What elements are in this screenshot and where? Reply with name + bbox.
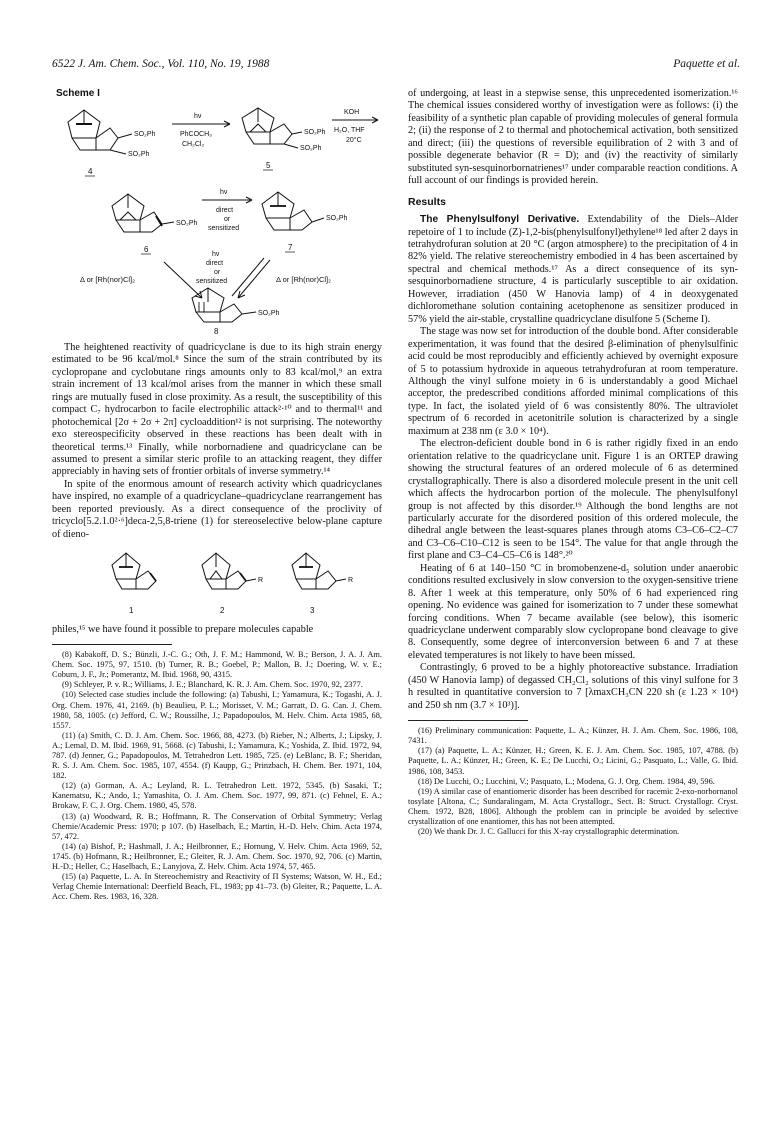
condition-text: KOH <box>344 109 360 117</box>
running-header <box>52 58 740 74</box>
footnote: (18) De Lucchi, O.; Lucchini, V.; Pasquato, L.; Modena, G. J. Org. Chem. 1984, 49, 596. <box>418 776 715 786</box>
condition-text: CH₂Cl₂ <box>182 141 205 149</box>
condition-text: PhCOCH₃ <box>180 131 213 139</box>
condition-text: 20°C <box>346 137 362 145</box>
paragraph: The stage was now set for introduction of the double bond. After considerable experimentation, it was found that the desired β-elimination of phenylsulfinic acid could be most reproducibly and efficiently achieved by overnight exposure of 5 to potassium hydroxide in aqueous tetrahydrofuran at room temperature. Although the vinyl sulfone moiety in 6 is understandably a good Michael acceptor, the predescribed conditions afforded minimal complications of this type. In fact, the isolated yield of 6 was consistently 80%. The ultraviolet spectrum of 6 recorded in acetonitrile solution is characterized by a single maximum at 238 nm (ε 3.0 × 10⁴). <box>408 326 738 437</box>
compound-4-structure <box>68 110 132 154</box>
scheme-diagram <box>52 102 382 337</box>
condition-text: direct <box>206 260 224 268</box>
hv-label: hν <box>194 113 202 121</box>
compound-6-structure <box>112 194 174 232</box>
compound-number-3: 3 <box>310 606 315 616</box>
condition-text: direct <box>216 207 234 215</box>
hv-label: hν <box>220 189 228 197</box>
compound-5-structure <box>242 108 302 148</box>
footnote: (8) Kabakoff, D. S.; Bünzli, J.-C. G.; Oth, J. F. M.; Hammond, W. B.; Berson, J. A. J. Am. Chem. Soc. 1975, 97, 1510. (b) Turner, R. B.; Goebel, P.; Mallon, B. J.; Doering, W. v. E.; Coburn, J. F., Jr.; Pomerantz, M. Ibid. 1968, 90, 4315. <box>52 650 382 680</box>
paragraph: The electron-deficient double bond in 6 is rather rigidly fixed in an endo orientation relative to the quadricyclane unit. Figure 1 is an ORTEP drawing showing the structural features of an ordered molecule of 6 as determined crystallographically. There is also a disordered molecule present in the unit cell which affects the hydrocarbon portion of the molecule. The phenylsulfonyl group is not affected by this disorder.¹⁹ Although the bond lengths are not particularly accurate for the disordered position of this ordered molecule, the dihedral angle between the least-squares planes through atoms C3–C6–C2–C7 and C3–C6–C10–C12 is seen to be 154°. The value for that angle through the first plane and C3–C4–C5–C6 is 148°.²⁰ <box>408 438 738 562</box>
footnote: (11) (a) Smith, C. D. J. Am. Chem. Soc. 1966, 88, 4273. (b) Rieber, N.; Alberts, J.; Lipsky, J. A.; Lemal, D. M. Ibid. 1969, 91, 5668. (c) Tabushi, I.; Yamamura, K.; Yoshida, Z. Ibid. 1972, 94, 787. (d) Jenner, G.; Papadopoulos, M. Tetrahedron Lett. 1985, 725. (e) LeBlanc, B. F.; Sheridan, R. S. J. Am. Chem. Soc. 1985, 107, 4554. (f) Kaupp, G.; Prinzbach, H. Chem. Ber. 1971, 104, 182. <box>52 730 382 781</box>
footnotes <box>52 650 382 902</box>
condition-text: sensitized <box>208 225 240 233</box>
paragraph: Contrastingly, 6 proved to be a highly photoreactive substance. Irradiation (450 W Hanovia lamp) of degassed CH₂Cl₂ solutions of this vinyl sulfone for 3 h resulted in quantitative conversion to 7 [λmaxCH₃CN 220 sh (ε 1.23 × 10⁴) and 250 sh nm (3.7 × 10³)]. <box>408 662 738 711</box>
footnote: (13) (a) Woodward, R. B.; Hoffmann, R. The Conservation of Orbital Symmetry; Verlag Chemie/Academic Press: 1970; p 107. (b) Haselbach, E.; Martin, H.-D. Helv. Chim. Acta 1974, 57, 472. <box>52 811 382 841</box>
compound-number-4: 4 <box>88 167 93 177</box>
so2ph-label: SO₂Ph <box>134 131 156 139</box>
paragraph: The heightened reactivity of quadricyclane is due to its high strain energy estimated to be 96 kcal/mol.⁸ Since the sum of the strain contributed by its cyclopropane and cyclobutane rings amounts only to 83 kcal/mol,⁹ an extra strain increment of 13 kcal/mol arises from the manner in which these small rings are mutually fused in close proximity. As a result, the susceptibility of this compact C₇ hydrocarbon to facile electrophilic attack²·¹⁰ and to thermal¹¹ and photochemical [2σ + 2σ + 2π] cycloaddition¹² is not surprising. The noteworthy exo stereospecificity observed in these reactions has been dealt with in theoretical terms.¹³ Finally, while norbornadiene and quadricyclane can be assumed to present a similar steric profile to an attacking reagent, they differ appreciably in having sets of frontier orbitals of inverse symmetry.¹⁴ <box>52 341 382 478</box>
footnote-rule <box>52 644 172 645</box>
footnotes <box>408 726 738 837</box>
compounds-1-2-3-diagram <box>52 541 382 619</box>
condition-text: or <box>224 216 231 224</box>
footnote: (15) (a) Paquette, L. A. In Stereochemistry and Reactivity of Π Systems; Watson, W. H., Ed.; Verlag Chemie International: Deerfield Beach, FL, 1983; pp 41–73. (b) Gleiter, R.; Paquette, L. A. Acc. Chem. Res. 1983, 16, 328. <box>52 872 382 902</box>
footnote: (9) Schleyer, P. v. R.; Williams, J. E.; Blanchard, K. R. J. Am. Chem. Soc. 1970, 92, 2377. <box>62 680 363 690</box>
section-heading: Results <box>408 195 446 208</box>
footnote: (20) We thank Dr. J. C. Gallucci for this X-ray crystallographic determination. <box>418 827 680 837</box>
compound-number-7: 7 <box>288 243 293 253</box>
footnote-rule <box>408 720 528 721</box>
paragraph-text: Extendability of the Diels–Alder repetoire of 1 to include (Z)-1,2-bis(phenylsulfonyl)ethylene¹⁸ led after 2 days in tetrahydrofuran solution at 20 °C (argon atmosphere) to the precipitation of 4 in 82% yield. The relative stereochemistry embodied in 4 has been ascertained by spectral and chemical methods.¹⁷ As a direct consequence of its syn-sesquinorbornadiene structure, 4 is particularly susceptible to air oxidation. However, irradiation (450 W Hanovia lamp) of 4 in deoxygenated dichloromethane solution containing acetophenone as sensitizer produced in 57% yield the air-stable, crystalline quadricyclane disulfone 5 (Scheme I). <box>408 214 739 325</box>
so2ph-label: SO₂Ph <box>300 145 322 153</box>
condition-text: H₂O, THF <box>334 127 365 135</box>
so2ph-label: SO₂Ph <box>128 151 150 159</box>
compound-3-structure <box>292 553 346 589</box>
hv-label: hν <box>212 251 220 259</box>
compound-number-1: 1 <box>129 606 134 616</box>
scheme-label: Scheme I <box>56 88 100 99</box>
paragraph: of undergoing, at least in a stepwise sense, this unprecedented isomerization.¹⁶ The chemical issues considered worthy of investigation were as follows: (i) the feasibility of a synthetic plan capable of providing molecules of general formula 2; (ii) the response of 2 to thermal and photochemical activation, both sensitized and direct; (iii) the questions of reversible equilibration of 2 with 3 and of possible degenerate behavior (R = D); and (iv) the reactivity of similarly substituted syn-sesquinorbornatrienes¹⁷ under comparable reaction conditions. A full account of our findings is provided herein. <box>408 88 738 187</box>
subsection-heading: The Phenylsulfonyl Derivative. <box>420 214 580 226</box>
compound-number-8: 8 <box>214 327 219 337</box>
footnote: (17) (a) Paquette, L. A.; Künzer, H.; Green, K. E. J. Am. Chem. Soc. 1985, 107, 4788. (b) Paquette, L. A.; Künzer, H.; Green, K. E.; De Lucchi, O.; Licini, G.; Pasquato, L.; Valle, G. Ibid. 1986, 108, 3453. <box>408 746 738 776</box>
so2ph-label: SO₂Ph <box>304 129 326 137</box>
compound-number-2: 2 <box>220 606 225 616</box>
condition-text: Δ or [Rh(nor)Cl]₂ <box>276 275 332 285</box>
condition-text: sensitized <box>196 278 228 286</box>
r-group-label: R <box>348 577 354 585</box>
compound-7-structure <box>262 192 324 230</box>
compound-8-structure <box>192 288 256 322</box>
footnote: (19) A similar case of enantiomeric disorder has been described for racemic 2-exo-norbornanol tosylate [Altona, C.; Sundaralingam, M. Acta Crystallogr., Sect. B: Struct. Crystallogr. Cryst. Chem. 1972, B28, 1806]. Although the problem can in principle be avoided by selective crystallization of one enantiomer, this has not been attempted. <box>408 786 738 827</box>
footnote: (16) Preliminary communication: Paquette, L. A.; Künzer, H. J. Am. Chem. Soc. 1986, 108, 7431. <box>408 726 738 746</box>
reaction-arrow <box>238 260 270 298</box>
footnote: (12) (a) Gorman, A. A.; Leyland, R. L. Tetrahedron Lett. 1972, 5345. (b) Sasaki, T.; Kanematsu, K.; Ando, I.; Yamashita, O. J. Am. Chem. Soc. 1977, 99, 871. (c) Fehnel, E. A.; Brokaw, F. C. J. Org. Chem. 1980, 45, 578. <box>52 781 382 811</box>
authors: Paquette et al. <box>673 58 740 70</box>
compound-1-structure <box>112 553 156 589</box>
footnote: (10) Selected case studies include the following: (a) Tabushi, I.; Yamamura, K.; Togashi, A. J. Org. Chem. 1976, 41, 2169. (b) Beaulieu, P. L.; Morisset, V. M.; Garratt, D. G. Can. J. Chem. 1980, 58, 1005. (c) Jefford, C. W.; Roussilhe, J.; Papadopoulos, M. Helv. Chim. Acta 1985, 68, 1557. <box>52 690 382 730</box>
r-group-label: R <box>258 577 264 585</box>
paragraph: In spite of the enormous amount of research activity which quadricyclanes have inspired, no example of a quadricyclane–quadricyclane rearrangement has been reported previously. As a direct consequence of the proclivity of tricyclo[5.2.1.0²·⁶]deca-2,5,8-triene (1) for stereoselective below-plane capture of dieno- <box>52 478 382 540</box>
paragraph <box>408 214 738 326</box>
compound-2-structure <box>202 553 256 589</box>
so2ph-label: SO₂Ph <box>326 215 348 223</box>
condition-text: Δ or [Rh(nor)Cl]₂ <box>80 275 136 285</box>
paragraph: Heating of 6 at 140–150 °C in bromobenzene-d₅ solution under anaerobic conditions resulted exclusively in slow conversion to the oxygen-sensitive triene 8. After 1 week at this temperature, only 50% of 6 had experienced ring opening. No evidence was gained for isomerization to 7 under these somewhat forcing conditions. When 7 became available (see below), this isomeric quadricyclane underwent comparably slow cyclopropane bond cleavage to give 8. Consequently, some degree of interconversion between 6 and 7 at these elevated temperatures is not likely to have been missed. <box>408 562 738 661</box>
journal-citation: 6522 J. Am. Chem. Soc., Vol. 110, No. 19, 1988 <box>52 58 270 70</box>
right-column <box>408 88 738 837</box>
so2ph-label: SO₂Ph <box>258 310 280 318</box>
footnote: (14) (a) Bishof, P.; Hashmall, J. A.; Heilbronner, E.; Hornung, V. Helv. Chim. Acta 1969, 52, 1745. (b) Hofmann, R.; Heilbronner, E.; Gleiter, R. J. Am. Chem. Soc. 1970, 92, 706. (c) Martin, H.-D.; Heller, C.; Haselbach, E.; Lanyjova, Z. Helv. Chim. Acta 1974, 57, 465. <box>52 841 382 872</box>
left-column <box>52 88 382 902</box>
condition-text: or <box>214 269 221 277</box>
compound-number-6: 6 <box>144 245 149 255</box>
paragraph: philes,¹⁵ we have found it possible to prepare molecules capable <box>52 623 314 635</box>
so2ph-label: SO₂Ph <box>176 220 198 228</box>
compound-number-5: 5 <box>266 161 271 171</box>
